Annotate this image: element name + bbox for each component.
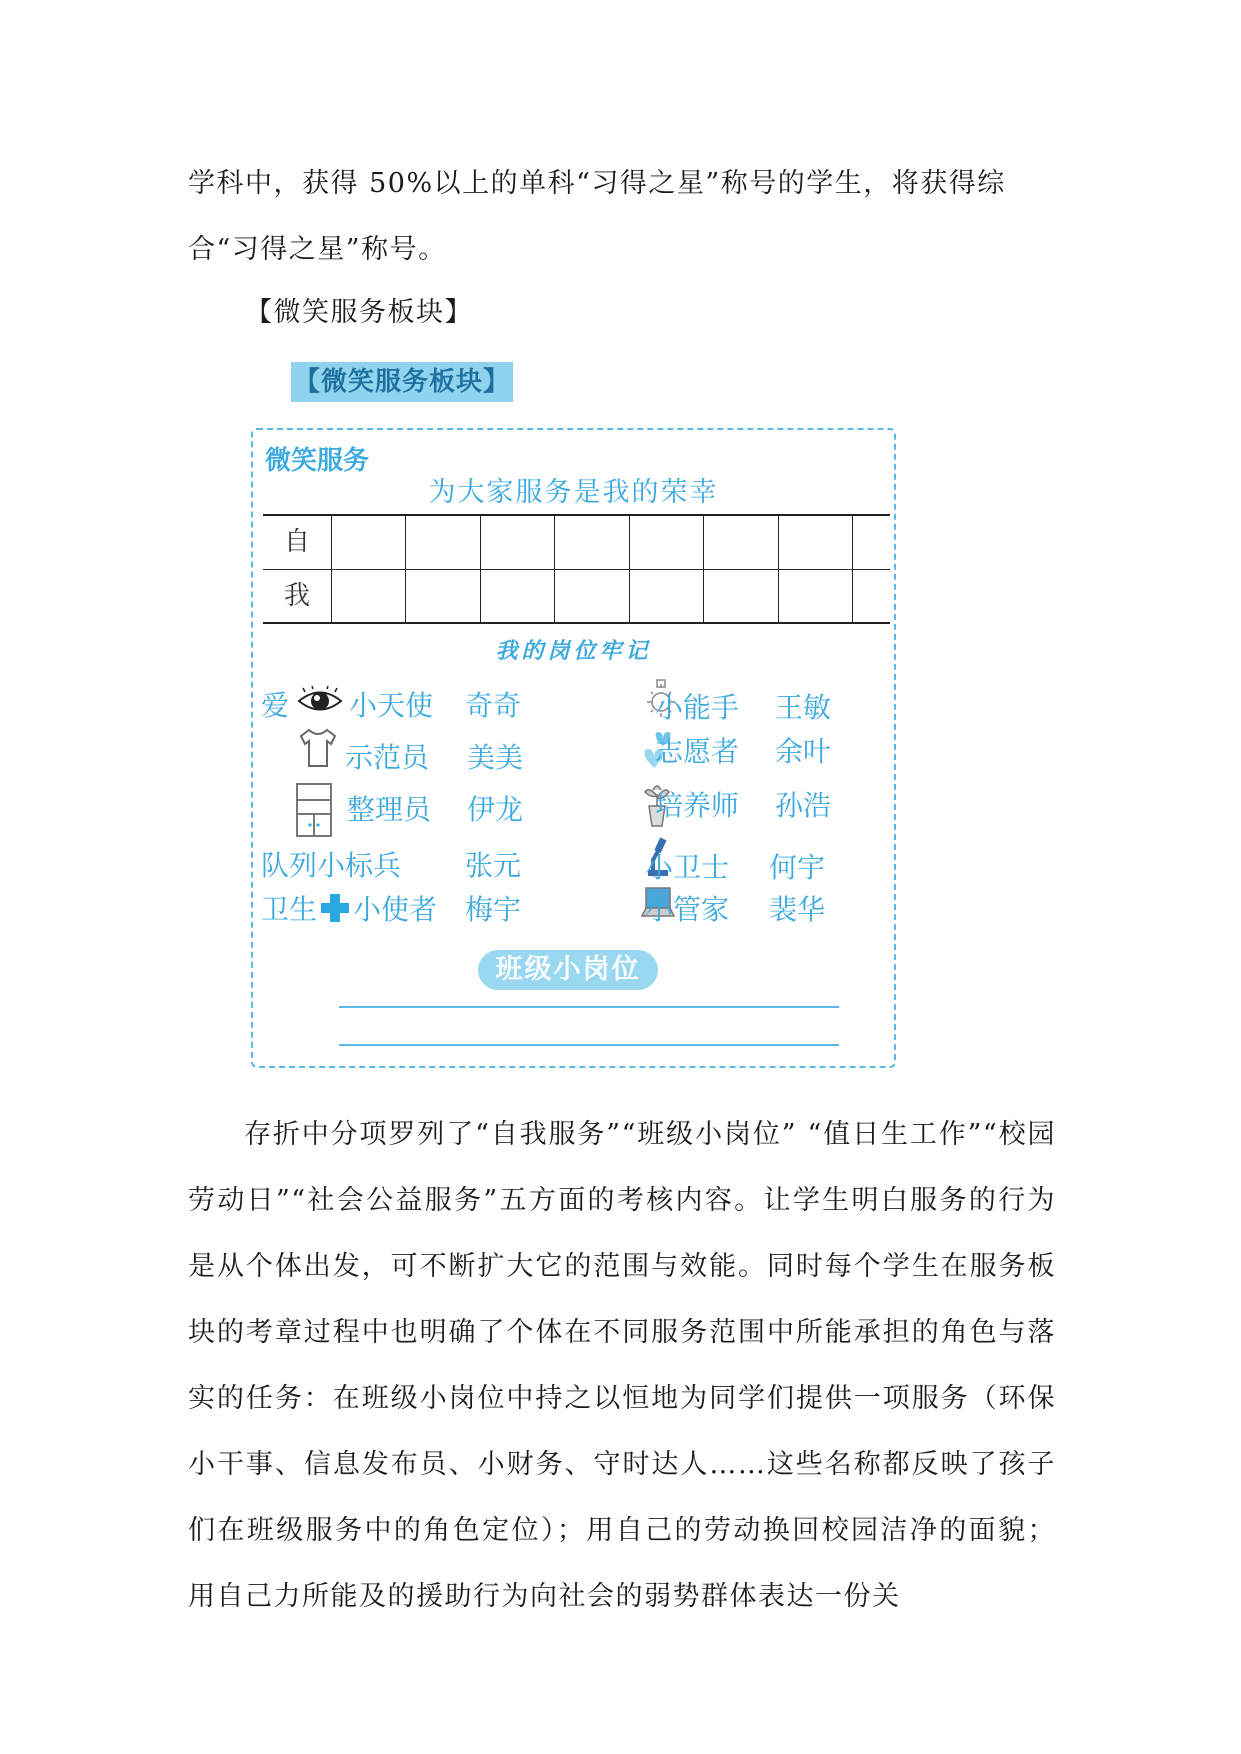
grid-cell <box>704 515 778 569</box>
self-label-top: 自 <box>263 515 332 569</box>
left-role-1: 小天使 <box>349 689 434 722</box>
grid-cell <box>778 515 852 569</box>
left-prefix-5: 卫生 <box>261 893 318 926</box>
right-role-4: 小卫士 <box>645 851 730 884</box>
paragraph-1: 学科中，获得 50%以上的单科“习得之星”称号的学生，将获得综合“习得之星”称号。 <box>188 168 1006 265</box>
grid-cell <box>629 515 703 569</box>
right-role-3: 培养师 <box>655 789 740 822</box>
right-role-1: 小能手 <box>655 691 740 724</box>
right-role-5: 小管家 <box>645 893 730 926</box>
grid-cell <box>332 569 406 623</box>
grid-cell <box>406 569 480 623</box>
right-name-4: 何宇 <box>769 851 826 884</box>
self-label-bottom: 我 <box>263 569 332 623</box>
grid-cell <box>629 569 703 623</box>
card-subtitle: 为大家服务是我的荣幸 <box>428 477 719 508</box>
grid-cell <box>332 515 406 569</box>
grid-cell <box>406 515 480 569</box>
left-name-2: 美美 <box>467 741 524 774</box>
card-title: 微笑服务 <box>265 446 370 476</box>
paragraph-2: 存折中分项罗列了“自我服务”“班级小岗位” “值日生工作”“校园劳动日”“社会公益服务”五方面的考核内容。让学生明白服务的行为是从个体出发，可不断扩大它的范围与效能。同时每个学生在服务板块的考章过程中也明确了个体在不同服务范围中所能承担的角色与落实的任务：在班级小岗位中持之以恒地为同学们提供一项服务（环保小干事、信息发布员、小财务、守时达人……这些名称都反映了孩子们在班级服务中的角色定位）；用自己的劳动换回校园洁净的面貌；用自己力所能及的援助行为向社会的弱势群体表达一份关 <box>188 1119 1056 1612</box>
right-name-5: 裴华 <box>769 893 826 926</box>
left-name-3: 伊龙 <box>467 793 524 826</box>
eye-icon <box>297 686 343 716</box>
left-name-4: 张元 <box>465 849 522 882</box>
grid-cell <box>480 515 554 569</box>
grid-cell <box>555 515 629 569</box>
section-tag: 【微笑服务板块】 <box>291 362 513 402</box>
cabinet-icon <box>295 782 333 838</box>
right-name-3: 孙浩 <box>775 789 832 822</box>
grid-cell <box>778 569 852 623</box>
write-line <box>339 1044 839 1046</box>
left-role-5: 小使者 <box>353 893 438 926</box>
smile-service-card <box>251 428 896 1068</box>
left-role-3: 整理员 <box>347 793 432 826</box>
positions-heading: 我的岗位牢记 <box>495 639 652 664</box>
shirt-icon <box>297 726 337 770</box>
grid-cell <box>704 569 778 623</box>
left-name-1: 奇奇 <box>465 689 522 722</box>
right-role-2: 志愿者 <box>655 735 740 768</box>
grid-cell <box>853 515 890 569</box>
right-name-2: 余叶 <box>775 735 832 768</box>
self-service-grid <box>263 514 890 624</box>
left-name-5: 梅宇 <box>465 893 522 926</box>
left-prefix-1: 爱 <box>261 689 290 722</box>
grid-cell <box>480 569 554 623</box>
class-positions-label: 班级小岗位 <box>478 950 658 990</box>
grid-cell <box>853 569 890 623</box>
section-heading: 【微笑服务板块】 <box>245 297 473 328</box>
write-line <box>339 1006 839 1008</box>
left-role-4: 队列小标兵 <box>261 849 402 882</box>
left-role-2: 示范员 <box>345 741 430 774</box>
grid-cell <box>555 569 629 623</box>
medical-cross-icon <box>319 892 351 924</box>
right-name-1: 王敏 <box>775 691 832 724</box>
